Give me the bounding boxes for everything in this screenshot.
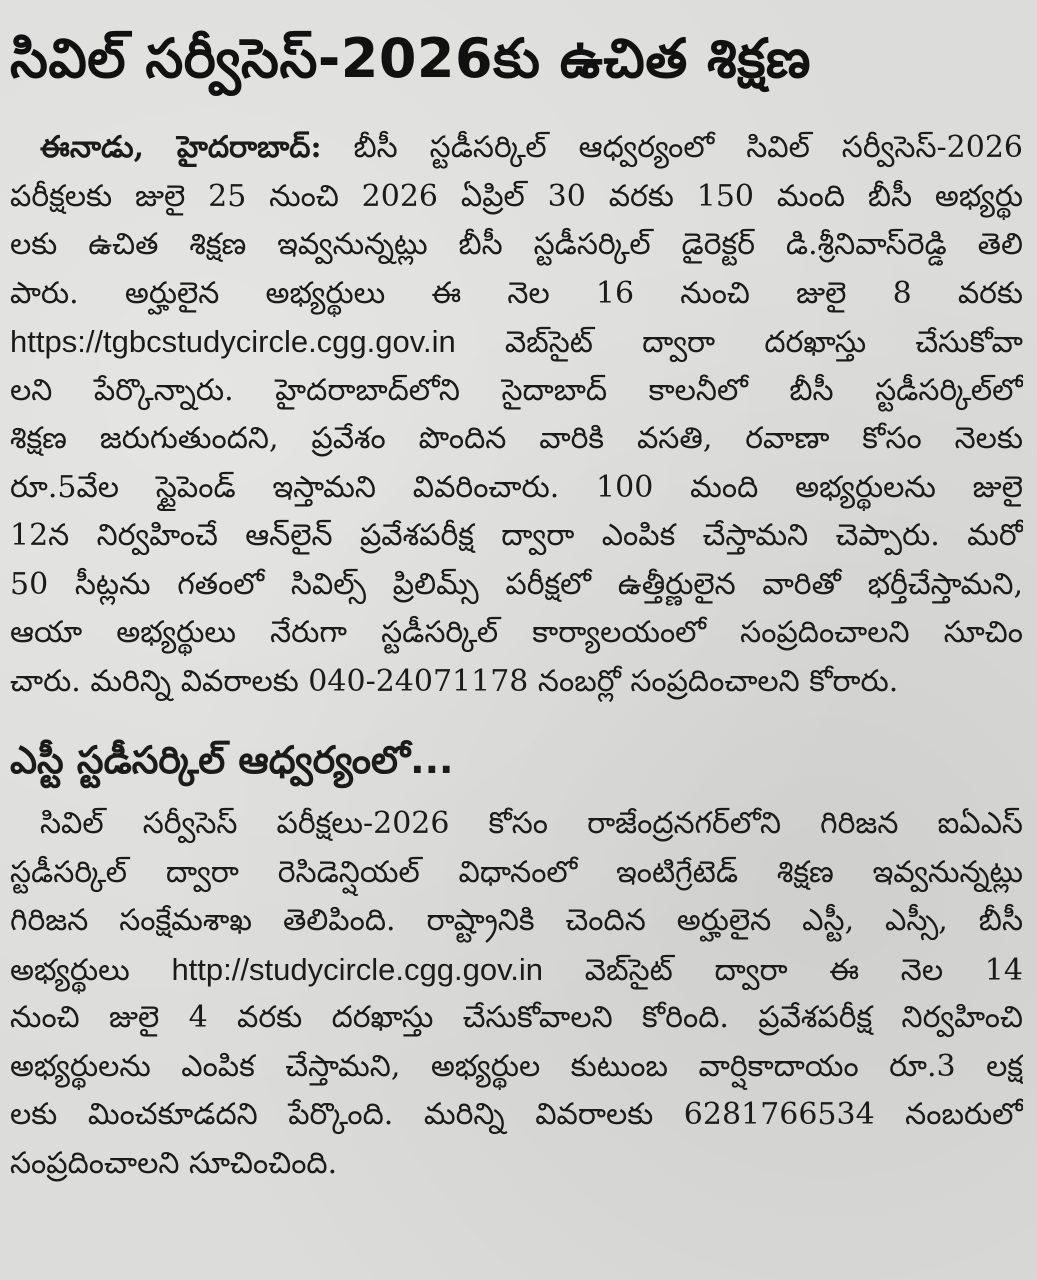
bc-study-circle-url: https://tgbcstudycircle.cgg.gov.in [10,324,456,359]
article-line: 12న నిర్వహించే ఆన్‌లైన్ ప్రవేశపరీక్ష ద్వారా ఎంపిక చేస్తామని చెప్పారు. మరో [10,518,1023,553]
paragraph-st-study-circle [10,800,1023,1188]
article-line: సివిల్ సర్వీసెస్ పరీక్షలు-2026 కోసం రాజేంద్రనగర్‌లోని గిరిజన ఐఏఎస్ [40,806,1023,841]
article-line: సంప్రదించాలని సూచించింది. [10,1145,338,1181]
article-text: వెబ్‌సైట్ ద్వారా ఈ నెల 14 [584,952,1023,988]
article-text: బీసీ స్టడీసర్కిల్ ఆధ్వర్యంలో సివిల్ సర్వీసెస్-2026 [353,130,1023,165]
article-line: పారు. అర్హులైన అభ్యర్థులు ఈ నెల 16 నుంచి జులై 8 వరకు [10,275,1023,311]
article-line: నుంచి జులై 4 వరకు దరఖాస్తు చేసుకోవాలని కోరింది. ప్రవేశపరీక్ష నిర్వహించి [10,1000,1023,1035]
article-line: స్టడీసర్కిల్ ద్వారా రెసిడెన్షియల్ విధానంలో ఇంటిగ్రేటెడ్ శిక్షణ ఇవ్వనున్నట్లు [10,854,1023,890]
article-text: వెబ్‌సైట్ ద్వారా దరఖాస్తు చేసుకోవా [504,325,1023,360]
article-line: చారు. మరిన్ని వివరాలకు 040-24071178 నంబర్లో సంప్రదించాలని కోరారు. [10,663,899,699]
article-line: 50 సీట్లను గతంలో సివిల్స్ ప్రిలిమ్స్ పరీక్షలో ఉత్తీర్ణులైన వారితో భర్తీచేస్తామని, [10,566,1023,602]
article-line: ఆయా అభ్యర్థులు నేరుగా స్టడీసర్కిల్ కార్యాలయంలో సంప్రదించాలని సూచిం [10,615,1023,650]
subheading: ఎస్టీ స్టడీసర్కిల్ ఆధ్వర్యంలో... [10,738,454,782]
st-study-circle-url: http://studycircle.cgg.gov.in [171,951,544,987]
article-line: శిక్షణ జరుగుతుందని, ప్రవేశం పొందిన వారికి వసతి, రవాణా కోసం నెలకు [10,421,1023,456]
article-line [10,318,1023,367]
article-line: పరీక్షలకు జులై 25 నుంచి 2026 ఏప్రిల్ 30 వరకు 150 మంది బీసీ అభ్యర్థు [10,178,1023,214]
article-line: లకు మించకూడదని పేర్కొంది. మరిన్ని వివరాలకు 6281766534 నంబరులో [10,1097,1023,1132]
article-line: రూ.5వేల స్టైపెండ్ ఇస్తామని వివరించారు. 100 మంది అభ్యర్థులను జులై [10,469,1023,505]
dateline: ఈనాడు, హైదరాబాద్: [40,130,322,165]
article-line: అభ్యర్థులను ఎంపిక చేస్తామని, అభ్యర్థుల కుటుంబ వార్షికాదాయం రూ.3 లక్ష [10,1048,1023,1084]
article-text: అభ్యర్థులు [10,952,130,988]
article-line [10,946,1023,995]
headline: సివిల్ సర్వీసెస్-2026కు ఉచిత శిక్షణ [10,27,812,90]
article-line: లకు ఉచిత శిక్షణ ఇవ్వనున్నట్లు బీసీ స్టడీసర్కిల్ డైరెక్టర్ డి.శ్రీనివాస్‌రెడ్డి తెలి [10,227,1023,262]
article-line: లని పేర్కొన్నారు. హైదరాబాద్‌లోని సైదాబాద్ కాలనీలో బీసీ స్టడీసర్కిల్‌లో [10,372,1023,408]
article-line [10,124,1023,173]
paragraph-bc-study-circle [10,124,1023,706]
article-line: గిరిజన సంక్షేమశాఖ తెలిపింది. రాష్ట్రానికి చెందిన అర్హులైన ఎస్టీ, ఎస్సీ, బీసీ [10,903,1023,938]
